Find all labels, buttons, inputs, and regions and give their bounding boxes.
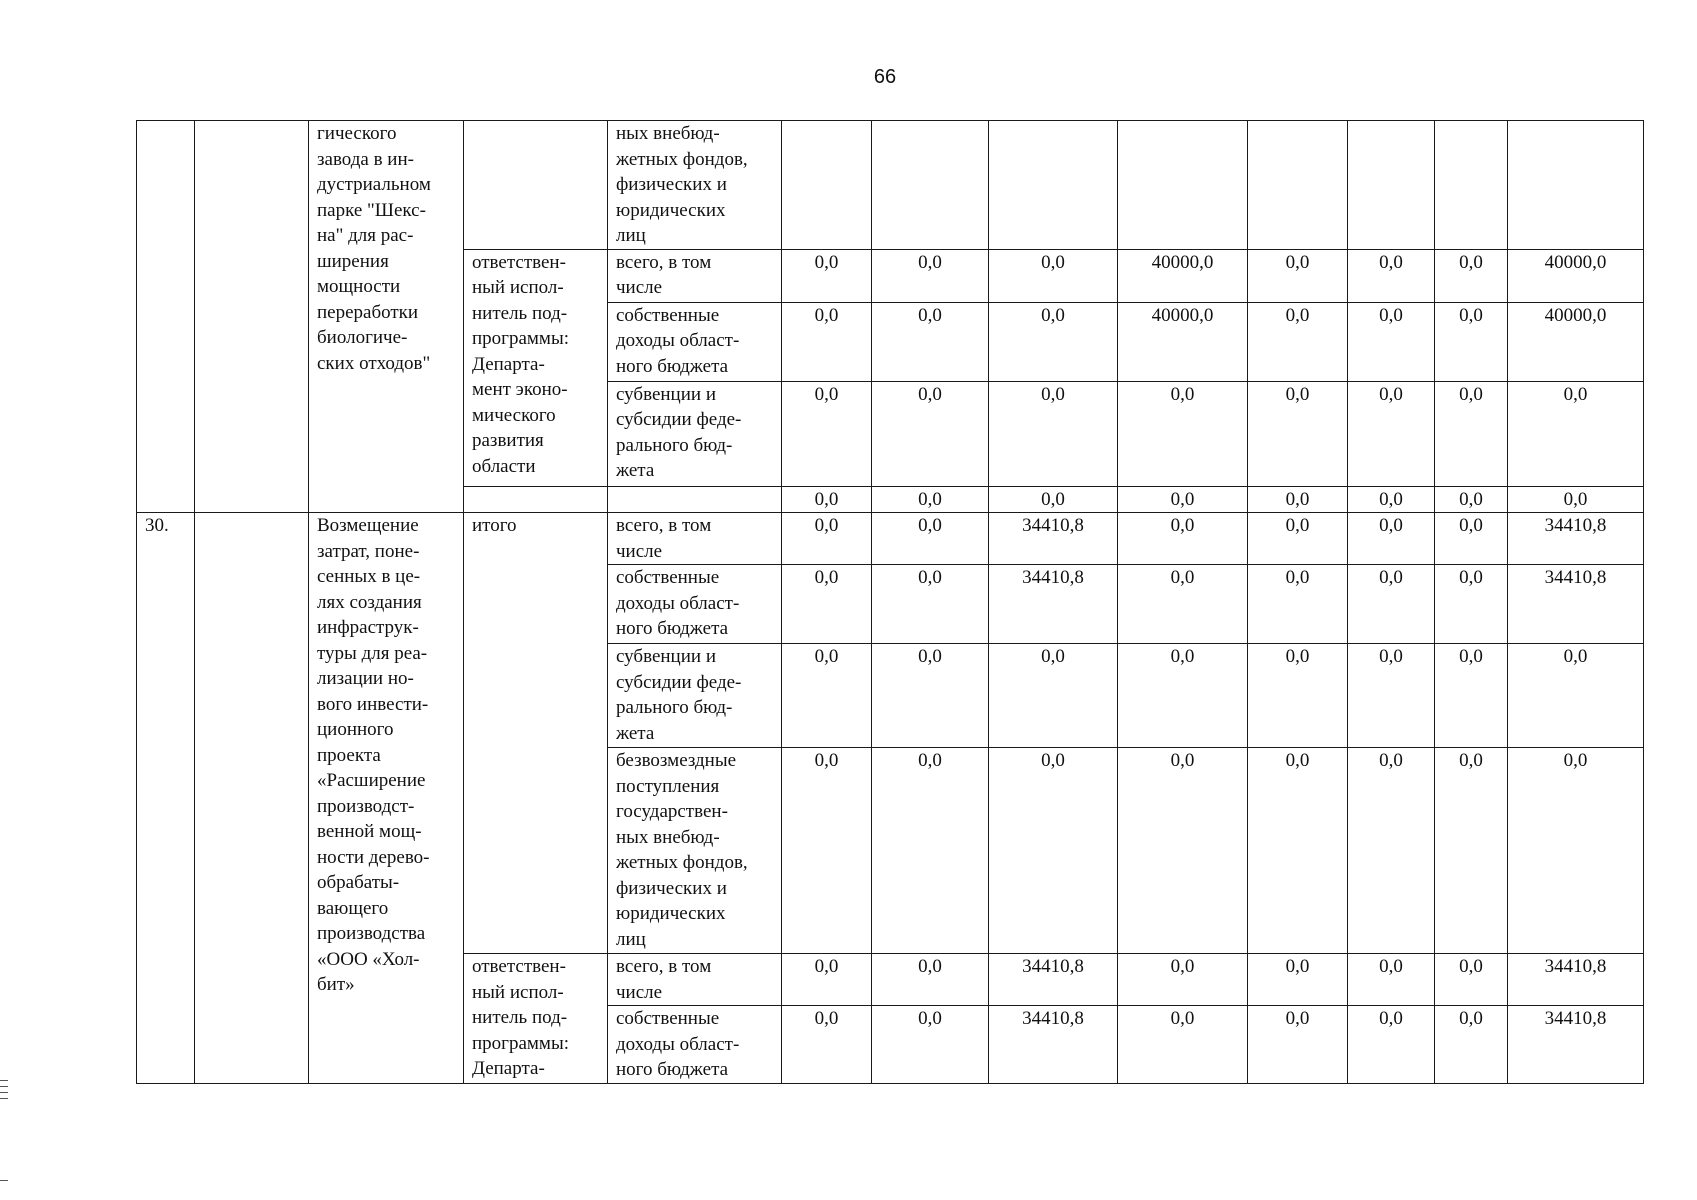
table-row — [137, 513, 1644, 565]
scan-mark — [0, 1080, 8, 1081]
value-cell: 40000,0 — [1118, 302, 1248, 381]
event-name-cell: Возмещение затрат, поне- сенных в це- лях создания инфраструк- туры для реа- лизации но- вого инвести- ционного проекта «Расширение производст- венной мощ- ности дерево- обрабаты- вающего производства «ООО «Хол- бит» — [309, 513, 464, 1084]
value-cell: 0,0 — [782, 565, 872, 644]
value-cell: 0,0 — [989, 249, 1118, 302]
funding-source-cell: ных внебюд- жетных фондов, физических и юридических лиц — [608, 121, 782, 250]
value-cell — [1508, 121, 1644, 250]
value-cell: 0,0 — [1118, 644, 1248, 748]
executor-cell: ответствен- ный испол- нитель под- программы: Департа- — [464, 954, 608, 1084]
funding-source-cell: субвенции и субсидии феде- рального бюд- жета — [608, 644, 782, 748]
value-cell: 34410,8 — [1508, 565, 1644, 644]
funding-source-cell: всего, в том числе — [608, 954, 782, 1006]
value-cell: 0,0 — [1118, 954, 1248, 1006]
value-cell: 0,0 — [1118, 1006, 1248, 1084]
value-cell: 34410,8 — [989, 1006, 1118, 1084]
value-cell: 0,0 — [989, 381, 1118, 486]
value-cell: 0,0 — [872, 381, 989, 486]
value-cell: 0,0 — [782, 513, 872, 565]
value-cell: 0,0 — [1118, 565, 1248, 644]
funding-source-cell: субвенции и субсидии феде- рального бюд- жета — [608, 381, 782, 486]
value-cell: 40000,0 — [1508, 302, 1644, 381]
value-cell: 0,0 — [782, 1006, 872, 1084]
value-cell — [1435, 121, 1508, 250]
value-cell: 0,0 — [1508, 644, 1644, 748]
executor-cell — [464, 121, 608, 250]
value-cell: 0,0 — [1435, 381, 1508, 486]
value-cell: 0,0 — [1248, 513, 1348, 565]
value-cell: 0,0 — [872, 954, 989, 1006]
value-cell: 34410,8 — [1508, 954, 1644, 1006]
value-cell: 0,0 — [1248, 644, 1348, 748]
funding-source-cell — [608, 486, 782, 513]
empty-cell — [195, 513, 309, 1084]
value-cell: 0,0 — [1348, 249, 1435, 302]
value-cell: 0,0 — [782, 486, 872, 513]
scan-mark — [0, 1086, 8, 1087]
funding-source-cell: собственные доходы област- ного бюджета — [608, 302, 782, 381]
scan-mark — [0, 1180, 8, 1181]
value-cell: 0,0 — [1348, 748, 1435, 954]
event-name-cell: гического завода в ин- дустриальном парке "Шекс- на" для рас- ширения мощности переработки биологиче- ских отходов" — [309, 121, 464, 513]
value-cell: 0,0 — [1508, 748, 1644, 954]
funding-source-cell: собственные доходы област- ного бюджета — [608, 565, 782, 644]
value-cell: 0,0 — [989, 486, 1118, 513]
value-cell: 0,0 — [1348, 954, 1435, 1006]
value-cell: 0,0 — [1435, 1006, 1508, 1084]
value-cell: 0,0 — [1248, 302, 1348, 381]
value-cell: 0,0 — [1435, 249, 1508, 302]
value-cell: 0,0 — [1348, 644, 1435, 748]
value-cell: 0,0 — [782, 249, 872, 302]
executor-cell — [464, 486, 608, 513]
value-cell: 34410,8 — [1508, 1006, 1644, 1084]
value-cell: 0,0 — [1348, 513, 1435, 565]
value-cell: 0,0 — [872, 1006, 989, 1084]
value-cell: 40000,0 — [1508, 249, 1644, 302]
value-cell — [1118, 121, 1248, 250]
number-cell — [137, 121, 195, 513]
value-cell: 0,0 — [1118, 748, 1248, 954]
value-cell: 0,0 — [989, 302, 1118, 381]
value-cell: 34410,8 — [989, 513, 1118, 565]
value-cell: 0,0 — [1435, 565, 1508, 644]
budget-table — [136, 120, 1644, 1084]
value-cell: 0,0 — [1435, 954, 1508, 1006]
value-cell: 0,0 — [1248, 249, 1348, 302]
value-cell: 0,0 — [1248, 748, 1348, 954]
value-cell: 0,0 — [782, 748, 872, 954]
value-cell: 0,0 — [872, 748, 989, 954]
scan-mark — [0, 1092, 8, 1093]
value-cell: 0,0 — [989, 644, 1118, 748]
value-cell: 0,0 — [1435, 748, 1508, 954]
value-cell: 0,0 — [872, 565, 989, 644]
value-cell: 40000,0 — [1118, 249, 1248, 302]
value-cell: 0,0 — [1348, 565, 1435, 644]
value-cell: 0,0 — [782, 381, 872, 486]
value-cell — [872, 121, 989, 250]
value-cell: 0,0 — [1435, 486, 1508, 513]
value-cell: 0,0 — [1248, 565, 1348, 644]
funding-source-cell: собственные доходы област- ного бюджета — [608, 1006, 782, 1084]
value-cell: 0,0 — [872, 513, 989, 565]
value-cell: 0,0 — [1118, 381, 1248, 486]
value-cell: 0,0 — [1435, 302, 1508, 381]
funding-source-cell: всего, в том числе — [608, 513, 782, 565]
value-cell: 0,0 — [1435, 513, 1508, 565]
value-cell: 0,0 — [1248, 1006, 1348, 1084]
value-cell: 0,0 — [1435, 644, 1508, 748]
table-row — [137, 121, 1644, 250]
funding-source-cell: всего, в том числе — [608, 249, 782, 302]
value-cell: 0,0 — [872, 644, 989, 748]
value-cell: 0,0 — [1348, 1006, 1435, 1084]
value-cell: 0,0 — [1248, 486, 1348, 513]
value-cell: 0,0 — [782, 302, 872, 381]
scan-mark — [0, 1098, 8, 1099]
value-cell: 0,0 — [1248, 954, 1348, 1006]
value-cell: 0,0 — [1118, 486, 1248, 513]
executor-cell: итого — [464, 513, 608, 954]
value-cell: 0,0 — [872, 302, 989, 381]
value-cell: 34410,8 — [989, 954, 1118, 1006]
value-cell — [1348, 121, 1435, 250]
value-cell: 0,0 — [872, 486, 989, 513]
value-cell — [782, 121, 872, 250]
value-cell — [989, 121, 1118, 250]
value-cell: 0,0 — [782, 954, 872, 1006]
value-cell: 0,0 — [1118, 513, 1248, 565]
value-cell: 0,0 — [1248, 381, 1348, 486]
value-cell: 0,0 — [989, 748, 1118, 954]
page-number: 66 — [873, 66, 897, 88]
value-cell: 0,0 — [782, 644, 872, 748]
number-cell: 30. — [137, 513, 195, 1084]
funding-source-cell: безвозмездные поступления государствен- ных внебюд- жетных фондов, физических и юридических лиц — [608, 748, 782, 954]
executor-cell: ответствен- ный испол- нитель под- программы: Департа- мент эконо- мического развития области — [464, 249, 608, 486]
empty-cell — [195, 121, 309, 513]
value-cell: 0,0 — [872, 249, 989, 302]
value-cell: 0,0 — [1348, 302, 1435, 381]
value-cell — [1248, 121, 1348, 250]
value-cell: 34410,8 — [1508, 513, 1644, 565]
value-cell: 0,0 — [1508, 486, 1644, 513]
value-cell: 0,0 — [1348, 381, 1435, 486]
value-cell: 0,0 — [1348, 486, 1435, 513]
value-cell: 34410,8 — [989, 565, 1118, 644]
value-cell: 0,0 — [1508, 381, 1644, 486]
